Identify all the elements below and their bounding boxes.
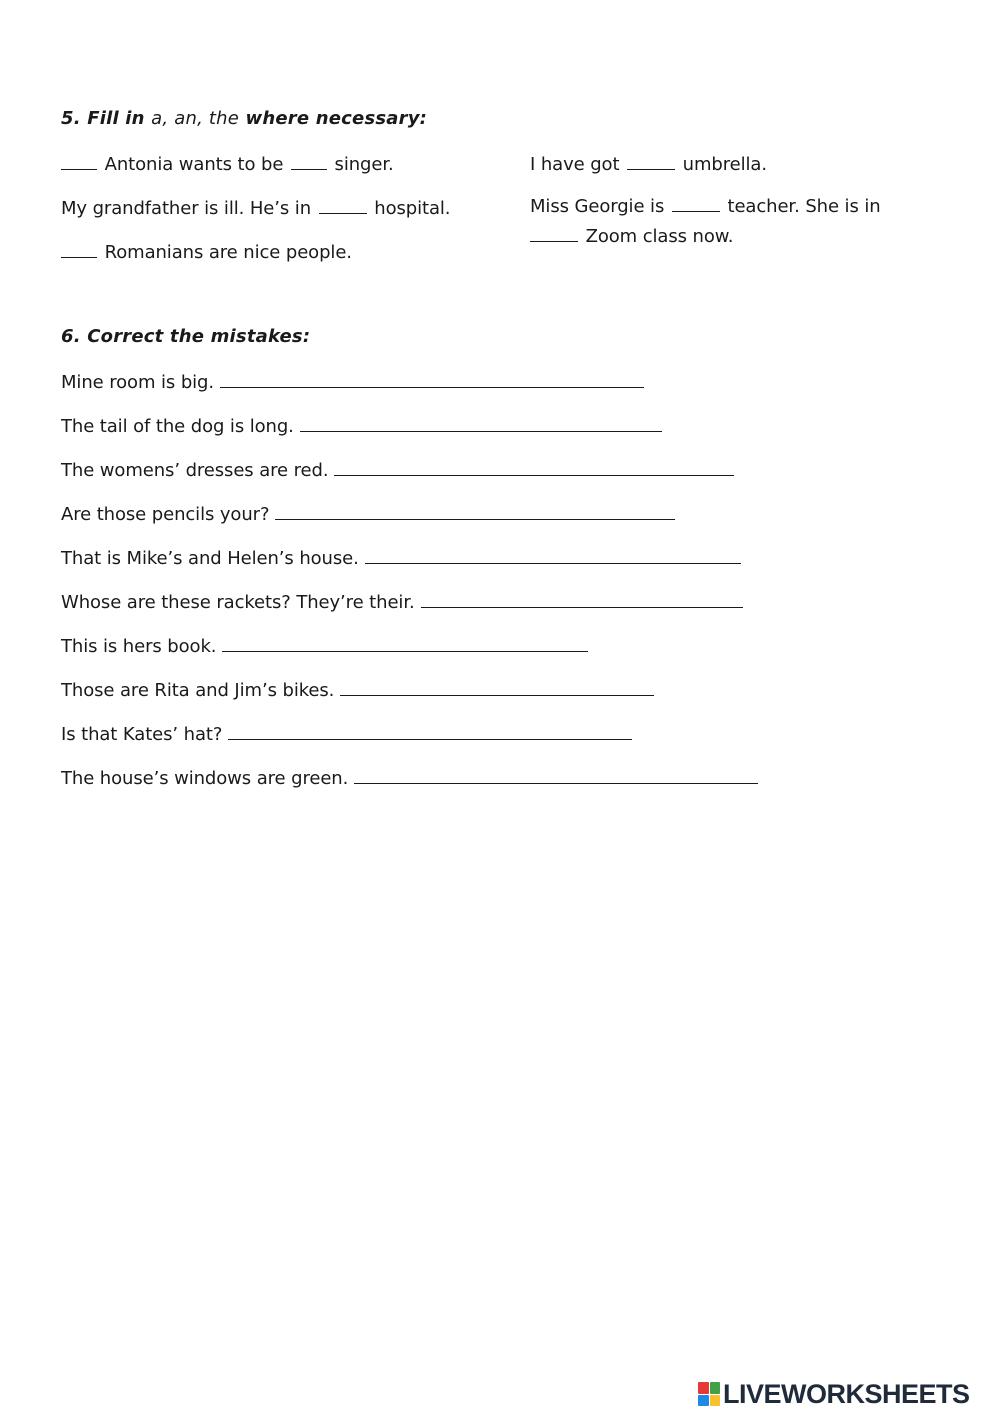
s5-item-5 xyxy=(530,192,930,252)
blank-input[interactable] xyxy=(530,223,578,242)
s6-item-text: Whose are these rackets? They’re their. xyxy=(61,592,415,613)
s6-item xyxy=(61,765,758,791)
s6-item-text: The womens’ dresses are red. xyxy=(61,460,329,481)
answer-input[interactable] xyxy=(220,369,644,388)
s5-item-2 xyxy=(61,195,450,221)
s6-item-text: Is that Kates’ hat? xyxy=(61,724,223,745)
section-5-heading xyxy=(61,107,427,131)
blank-input[interactable] xyxy=(627,151,675,170)
answer-input[interactable] xyxy=(222,633,588,652)
section-5-title-options: a, an, the xyxy=(151,108,240,129)
answer-input[interactable] xyxy=(354,765,758,784)
blank-input[interactable] xyxy=(672,193,720,212)
s6-item xyxy=(61,721,632,747)
s6-item-text: The tail of the dog is long. xyxy=(61,416,294,437)
answer-input[interactable] xyxy=(228,721,632,740)
s5-item-3 xyxy=(61,239,352,265)
section-6-heading: 6. Correct the mistakes: xyxy=(61,326,311,347)
s5-item-4-text: I have got xyxy=(530,154,620,175)
logo-mark-icon xyxy=(698,1382,720,1406)
section-5-title-fill: Fill in xyxy=(87,108,145,129)
s5-item-2-after: hospital. xyxy=(374,198,451,219)
section-5 xyxy=(61,107,427,131)
answer-input[interactable] xyxy=(334,457,734,476)
blank-input[interactable] xyxy=(291,151,327,170)
blank-input[interactable] xyxy=(319,195,367,214)
logo-square xyxy=(710,1395,721,1407)
answer-input[interactable] xyxy=(275,501,675,520)
section-5-number: 5. xyxy=(61,108,81,129)
logo-square xyxy=(710,1382,721,1394)
s6-item xyxy=(61,413,662,439)
s6-item xyxy=(61,545,741,571)
s6-item xyxy=(61,501,675,527)
s5-item-1-after: singer. xyxy=(334,154,394,175)
answer-input[interactable] xyxy=(365,545,741,564)
s6-item xyxy=(61,457,734,483)
s6-item-text: Are those pencils your? xyxy=(61,504,270,525)
section-5-title-rest: where necessary: xyxy=(245,108,428,129)
logo-square xyxy=(698,1395,709,1407)
logo-text: LIVEWORKSHEETS xyxy=(723,1378,970,1409)
logo-square xyxy=(698,1382,709,1394)
answer-input[interactable] xyxy=(300,413,662,432)
s5-item-4 xyxy=(530,151,767,177)
s5-item-2-text: My grandfather is ill. He’s in xyxy=(61,198,312,219)
s6-item xyxy=(61,633,588,659)
s5-item-5-mid: teacher. She is in xyxy=(727,196,881,217)
s6-item-text: The house’s windows are green. xyxy=(61,768,349,789)
blank-input[interactable] xyxy=(61,239,97,258)
blank-input[interactable] xyxy=(61,151,97,170)
s6-item xyxy=(61,369,644,395)
s6-item-text: This is hers book. xyxy=(61,636,217,657)
s5-item-3-text: Romanians are nice people. xyxy=(104,242,352,263)
s5-item-1-text: Antonia wants to be xyxy=(104,154,284,175)
s5-item-4-after: umbrella. xyxy=(682,154,767,175)
s5-item-5-after: Zoom class now. xyxy=(585,226,734,247)
answer-input[interactable] xyxy=(340,677,654,696)
s5-item-1 xyxy=(61,151,394,177)
answer-input[interactable] xyxy=(421,589,743,608)
s6-item-text: That is Mike’s and Helen’s house. xyxy=(61,548,359,569)
s6-item xyxy=(61,677,654,703)
s5-item-5-text: Miss Georgie is xyxy=(530,196,665,217)
section-6 xyxy=(61,325,310,349)
s6-item-text: Mine room is big. xyxy=(61,372,214,393)
liveworksheets-logo[interactable] xyxy=(698,1378,970,1410)
s6-item-text: Those are Rita and Jim’s bikes. xyxy=(61,680,335,701)
s6-item xyxy=(61,589,743,615)
